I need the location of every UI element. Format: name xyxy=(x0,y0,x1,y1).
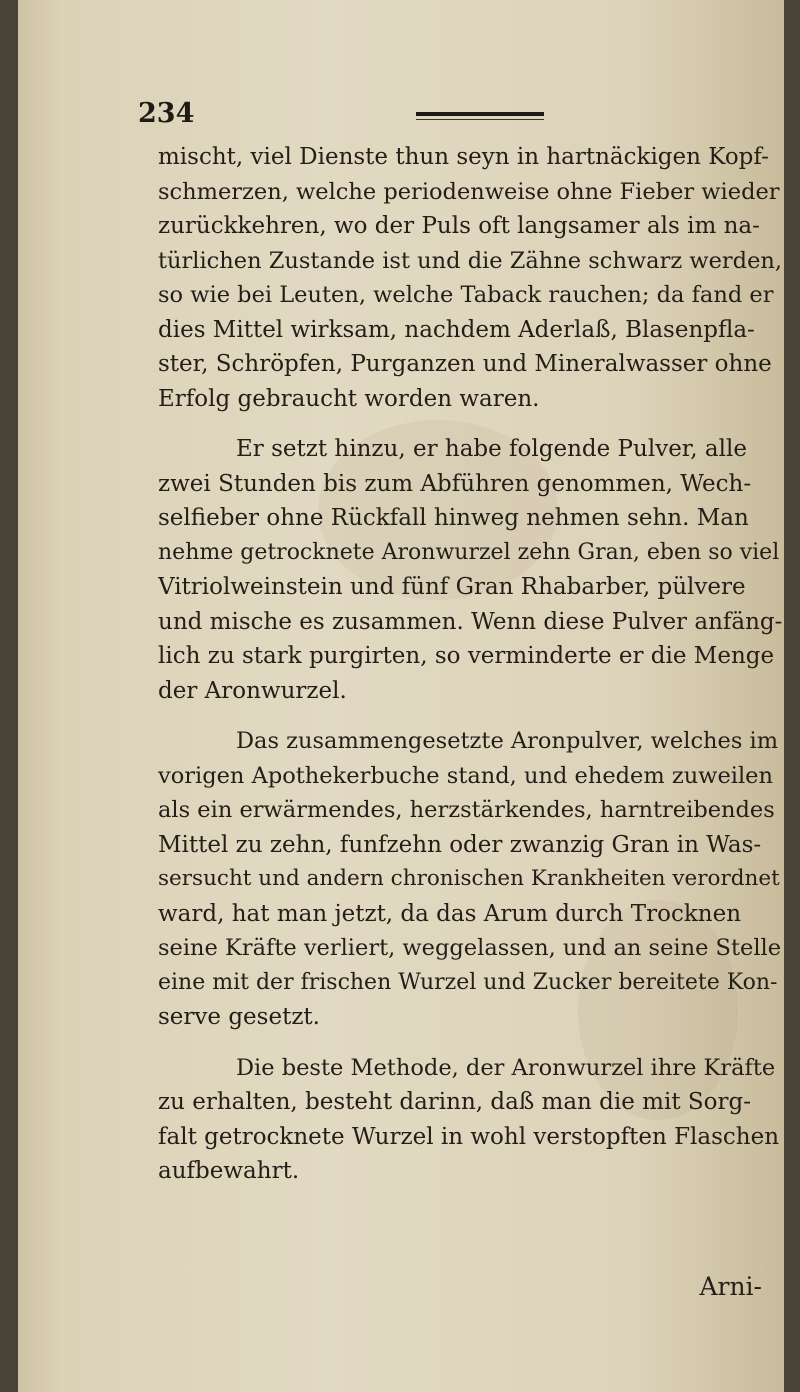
text-line: Er setzt hinzu, er habe folgende Pulver, alle xyxy=(236,436,747,462)
text-line: serve gesetzt. xyxy=(158,1004,320,1030)
text-line: nehme getrocknete Aronwurzel zehn Gran, eben so viel xyxy=(158,539,780,565)
text-line: mischt, viel Dienste thun seyn in hartnäckigen Kopf- xyxy=(158,144,769,170)
text-line: ward, hat man jetzt, da das Arum durch Trocknen xyxy=(158,900,742,927)
text-line: zurückkehren, wo der Puls oft langsamer als im na- xyxy=(158,213,760,239)
text-line: der Aronwurzel. xyxy=(158,677,347,704)
paragraph xyxy=(158,140,783,416)
page-header xyxy=(138,96,558,136)
text-line: selfieber ohne Rückfall hinweg nehmen sehn. Man xyxy=(158,505,749,531)
text-line: Das zusammengesetzte Aronpulver, welches im xyxy=(236,728,779,754)
text-line: und mische es zusammen. Wenn diese Pulver anfäng- xyxy=(158,608,783,635)
book-page xyxy=(18,0,784,1392)
text-line: falt getrocknete Wurzel in wohl verstopften Flaschen xyxy=(158,1123,780,1150)
text-line: eine mit der frischen Wurzel und Zucker bereitete Kon- xyxy=(158,969,778,995)
paragraph xyxy=(158,432,783,708)
text-line: schmerzen, welche periodenweise ohne Fieber wieder xyxy=(158,178,780,205)
text-line: vorigen Apothekerbuche stand, und ehedem zuweilen xyxy=(158,762,773,789)
header-rule xyxy=(416,112,544,116)
text-line: dies Mittel wirksam, nachdem Aderlaß, Blasenpfla- xyxy=(158,316,755,343)
text-line: ster, Schröpfen, Purganzen und Mineralwasser ohne xyxy=(158,351,772,377)
body-text xyxy=(158,140,783,1189)
paragraph xyxy=(158,724,783,1035)
text-line: sersucht und andern chronischen Krankheiten verordnet xyxy=(158,866,780,891)
text-line: lich zu stark purgirten, so verminderte er die Menge xyxy=(158,643,775,669)
text-line: Erfolg gebraucht worden waren. xyxy=(158,385,540,412)
text-line: seine Kräfte verliert, weggelassen, und an seine Stelle xyxy=(158,935,782,961)
page-number: 234 xyxy=(138,98,195,129)
text-line: aufbewahrt. xyxy=(158,1158,300,1184)
paragraph xyxy=(158,1051,783,1189)
catchword: Arni- xyxy=(699,1272,762,1301)
text-line: als ein erwärmendes, herzstärkendes, harntreibendes xyxy=(158,797,775,823)
text-line: Die beste Methode, der Aronwurzel ihre Kräfte xyxy=(236,1054,776,1081)
text-line: Mittel zu zehn, funfzehn oder zwanzig Gran in Was- xyxy=(158,831,762,858)
text-line: zu erhalten, besteht darinn, daß man die mit Sorg- xyxy=(158,1089,751,1115)
header-rule-thin xyxy=(416,119,544,120)
text-line: Vitriolweinstein und fünf Gran Rhabarber, pülvere xyxy=(158,574,746,600)
text-line: zwei Stunden bis zum Abführen genommen, Wech- xyxy=(158,470,752,497)
text-line: türlichen Zustande ist und die Zähne schwarz werden, xyxy=(158,247,783,274)
text-line: so wie bei Leuten, welche Taback rauchen; da fand er xyxy=(158,282,774,308)
